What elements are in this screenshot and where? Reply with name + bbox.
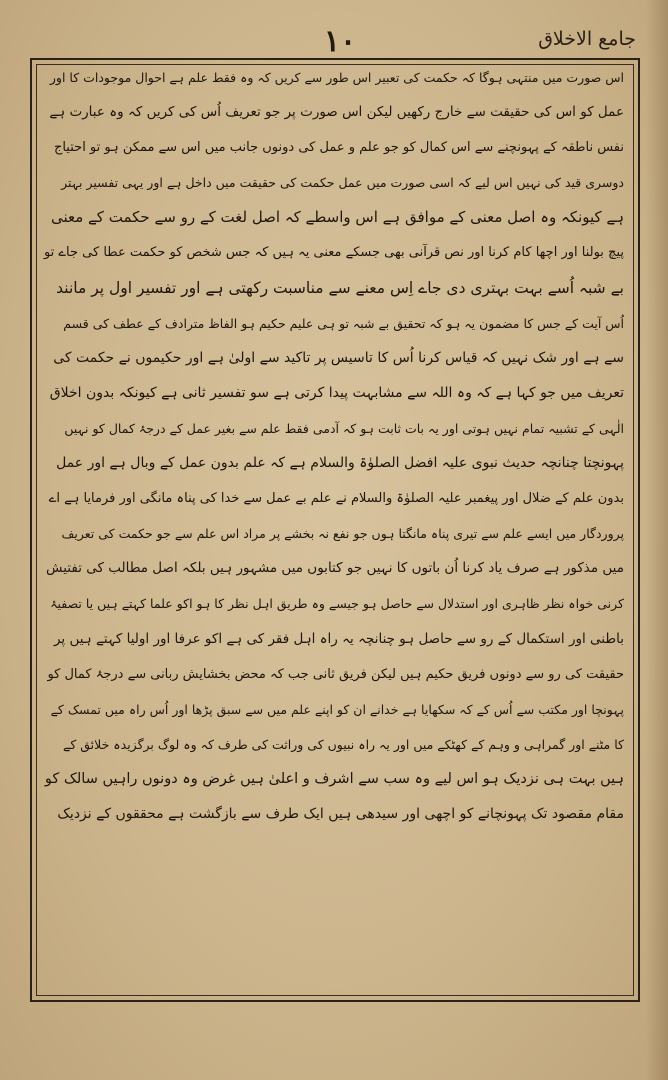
running-title: جامع الاخلاق <box>538 28 636 50</box>
text-line: پہونچا اور مکتب سے اُس کے کہ سکھایا ہے خدانے ان کو اپنے علم میں سے سبق پڑھا اور اُس راہ میں تمسک کے <box>50 701 624 717</box>
text-line: پروردگار میں ایسے علم سے تیری پناہ مانگتا ہوں جو نفع نہ بخشے پر مراد اس علم سے جو حکمت کی تعریف <box>61 526 624 542</box>
text-line: عمل کو اس کی حقیقت سے خارج رکھیں لیکن اس صورت پر جو تعریف اُس کی کریں کہ وہ عبارت ہے <box>49 104 624 121</box>
page-header <box>30 18 642 58</box>
text-line: نفس ناطقہ کے پہونچنے سے اس کمال کو جو علم و عمل کی دونوں جانب میں اس سے ممکن ہو تو احتیاج <box>53 140 624 156</box>
text-line: کا مٹنے اور گمراہی و وہم کے کھٹکے میں اور یہ راہ نبیوں کی وراثت کی طرف کہ وہ لوگ برگزیدہ خلائق کے <box>63 736 624 752</box>
text-line: میں مذکور ہے صرف یاد کرنا اُن باتوں کا نہیں جو کتابوں میں مشہور ہیں بلکہ اصل مطالب کی تفتیش <box>46 560 624 577</box>
page-number: ۱۰ <box>323 24 357 59</box>
body-text <box>36 60 632 832</box>
text-line: پیچ بولنا اور اچھا کام کرنا اور نص قرآنی بھی جسکے معنی یہ ہیں کہ جس شخص کو حکمت عطا کی جاے تو <box>43 245 624 261</box>
text-line: باطنی اور استکمال کے رو سے حاصل ہو چنانچہ یہ راہ اہل فقر کی ہے اکو عرفا اور اولیا کہتے ہیں پر <box>53 630 624 647</box>
text-line: بدون علم کے ضلال اور پیغمبر علیہ الصلوٰۃ والسلام نے علم بے عمل سے خدا کی پناہ مانگی اور فرمایا ہے اے <box>48 491 624 507</box>
text-line: پہونچتا چنانچہ حدیث نبوی علیہ افضل الصلوٰۃ والسلام ہے کہ علم بدون عمل کے وبال ہے اور عمل <box>56 455 624 472</box>
text-line: سے ہے اور شک نہیں کہ قیاس کرنا اُس کا تاسیس پر تاکید سے اولیٰ ہے اور حکیموں نے حکمت کی <box>53 349 624 366</box>
text-line: اُس آیت کے جس کا مضمون یہ ہو کہ تحقیق بے شبہ تو ہی علیم حکیم ہو الفاظ مترادف کے عطف کی قسم <box>63 315 624 331</box>
text-line: کرنی خواہ نظر ظاہری اور استدلال سے حاصل ہو جیسے وہ طریق اہل نظر کا ہو اکو علما کہتے ہیں یا تصفیۂ <box>50 596 624 612</box>
page-edge-shadow <box>646 0 668 1080</box>
text-line: دوسری قید کی نہیں اس لیے کہ اسی صورت میں عمل حکمت کی حقیقت میں داخل ہے اور یہی تفسیر بہتر <box>61 175 624 191</box>
text-line: الٰہی کے تشبیہ تمام نہیں ہوتی اور یہ بات ثابت ہو کہ آدمی فقط علم سے بغیر عمل کے درجۂ کمال کو نہیں <box>64 420 624 436</box>
text-line: ہیں بہت ہی نزدیک ہو اس لیے وہ سب سے اشرف و اعلیٰ ہیں غرض وہ دونوں راہیں سالک کو <box>44 770 624 787</box>
text-line: مقام مقصود تک پہونچانے کو اچھی اور سیدھی ہیں ایک طرف سے بازگشت ہے محققوں کے نزدیک <box>57 805 624 822</box>
text-line: بے شبہ اُسے بہت بہتری دی جاے اِس معنے سے مناسبت رکھتی ہے اور تفسیر اول پر مانند <box>56 278 624 297</box>
text-line: حقیقت کی رو سے دونوں فریق حکیم ہیں لیکن فریق ثانی جب کہ محض بخشایش ربانی سے درجۂ کمال کو <box>47 666 624 682</box>
text-line: ہے کیونکہ وہ اصل معنی کے موافق ہے اس واسطے کہ اصل لغت کے رو سے حکمت کے معنی <box>50 208 624 227</box>
text-line: اس صورت میں منتہی ہوگا کہ حکمت کی تعبیر اس طور سے کریں کہ وہ فقط علم ہے احوال موجودات کا اور <box>49 70 624 85</box>
text-line: تعریف میں جو کہا ہے کہ وہ اللہ سے مشابہت پیدا کرتی ہے سو تفسیر ثانی ہے کیونکہ بدون اخلاق <box>49 384 624 401</box>
